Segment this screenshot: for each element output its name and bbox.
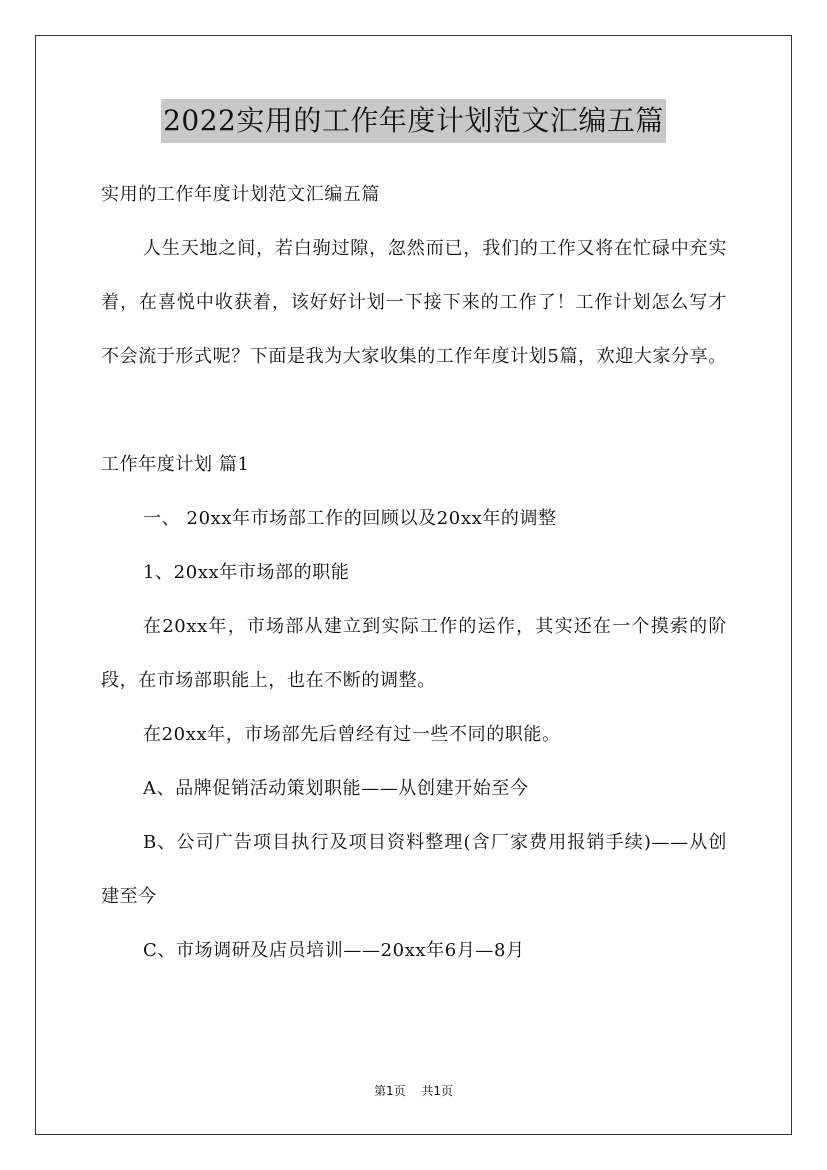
body-paragraph-6: B、公司广告项目执行及项目资料整理(含厂家费用报销手续)——从创建至今 [101, 832, 727, 907]
page-footer [0, 1081, 827, 1101]
document-body [101, 168, 727, 978]
section-heading: 工作年度计划 篇1 [101, 454, 250, 475]
body-paragraph-5: A、品牌促销活动策划职能——从创建开始至今 [143, 778, 529, 799]
document-title: 2022实用的工作年度计划范文汇编五篇 [161, 99, 666, 143]
body-paragraph-1: 一、 20xx年市场部工作的回顾以及20xx年的调整 [143, 508, 557, 529]
body-paragraph-7: C、市场调研及店员培训——20xx年6月—8月 [143, 940, 525, 961]
paragraph-gap [101, 384, 727, 438]
page-total: 共1页 [421, 1084, 454, 1098]
intro-paragraph: 人生天地之间，若白驹过隙，忽然而已，我们的工作又将在忙碌中充实着，在喜悦中收获着，该好好计划一下接下来的工作了！工作计划怎么写才不会流于形式呢？下面是我为大家收集的工作年度计划5篇，欢迎大家分享。 [101, 238, 727, 367]
body-paragraph-4: 在20xx年，市场部先后曾经有过一些不同的职能。 [143, 724, 561, 745]
body-paragraph-3: 在20xx年，市场部从建立到实际工作的运作，其实还在一个摸索的阶段，在市场部职能上，也在不断的调整。 [101, 616, 727, 691]
body-paragraph-2: 1、20xx年市场部的职能 [143, 562, 350, 583]
page-number: 第1页 [373, 1084, 406, 1098]
title-container [0, 99, 827, 143]
document-subtitle: 实用的工作年度计划范文汇编五篇 [101, 184, 380, 205]
